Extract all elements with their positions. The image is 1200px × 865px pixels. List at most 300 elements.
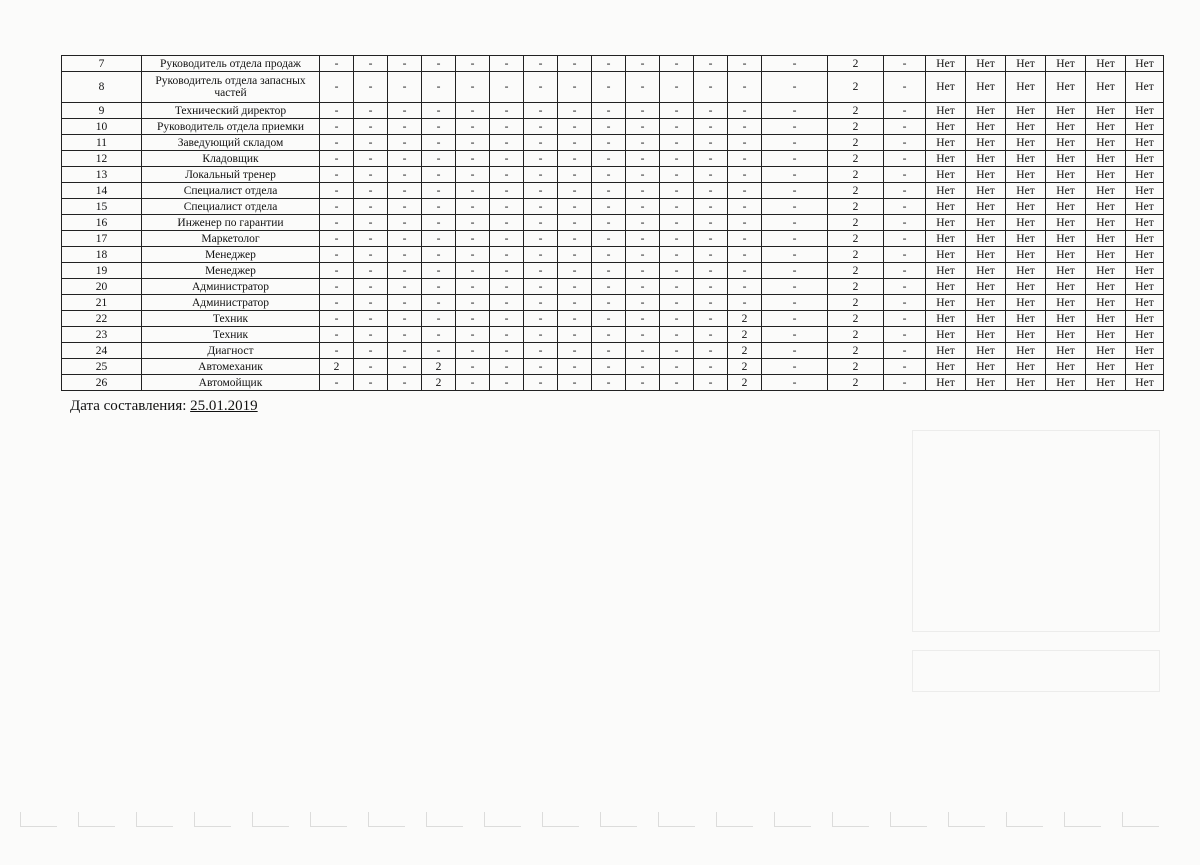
answer-cell: Нет <box>1006 327 1046 343</box>
value-cell: - <box>388 119 422 135</box>
answer-cell: Нет <box>966 56 1006 72</box>
value-cell: 2 <box>828 359 884 375</box>
answer-cell: Нет <box>966 375 1006 391</box>
value-cell: - <box>422 215 456 231</box>
value-cell: - <box>524 375 558 391</box>
value-cell: - <box>626 215 660 231</box>
value-cell: - <box>660 311 694 327</box>
value-cell: - <box>388 311 422 327</box>
value-cell: - <box>558 359 592 375</box>
value-cell: 2 <box>828 343 884 359</box>
value-cell: - <box>884 135 926 151</box>
value-cell: - <box>884 215 926 231</box>
value-cell: - <box>884 56 926 72</box>
answer-cell: Нет <box>1006 103 1046 119</box>
edge-mark <box>426 812 463 827</box>
position-cell: Заведующий складом <box>142 135 320 151</box>
value-cell: - <box>388 135 422 151</box>
value-cell: - <box>694 199 728 215</box>
value-cell: - <box>490 72 524 103</box>
value-cell: - <box>456 72 490 103</box>
answer-cell: Нет <box>1086 311 1126 327</box>
edge-mark <box>368 812 405 827</box>
value-cell: - <box>558 56 592 72</box>
answer-cell: Нет <box>1086 343 1126 359</box>
table-row <box>62 56 1164 72</box>
value-cell: - <box>626 263 660 279</box>
answer-cell: Нет <box>1126 199 1164 215</box>
row-number-cell: 16 <box>62 215 142 231</box>
value-cell: 2 <box>828 263 884 279</box>
value-cell: - <box>456 103 490 119</box>
answer-cell: Нет <box>926 231 966 247</box>
value-cell: - <box>626 56 660 72</box>
value-cell: - <box>660 327 694 343</box>
answer-cell: Нет <box>926 167 966 183</box>
answer-cell: Нет <box>926 343 966 359</box>
value-cell: - <box>320 279 354 295</box>
value-cell: - <box>660 343 694 359</box>
answer-cell: Нет <box>1126 135 1164 151</box>
answer-cell: Нет <box>926 135 966 151</box>
value-cell: 2 <box>828 311 884 327</box>
value-cell: - <box>354 279 388 295</box>
answer-cell: Нет <box>1086 359 1126 375</box>
position-cell: Кладовщик <box>142 151 320 167</box>
table-row <box>62 263 1164 279</box>
value-cell: - <box>524 311 558 327</box>
answer-cell: Нет <box>1006 119 1046 135</box>
edge-mark <box>484 812 521 827</box>
value-cell: - <box>320 199 354 215</box>
answer-cell: Нет <box>1126 247 1164 263</box>
value-cell: - <box>592 167 626 183</box>
value-cell: - <box>456 295 490 311</box>
answer-cell: Нет <box>1086 327 1126 343</box>
value-cell: 2 <box>728 343 762 359</box>
value-cell: - <box>490 183 524 199</box>
answer-cell: Нет <box>1086 199 1126 215</box>
value-cell: - <box>626 167 660 183</box>
value-cell: - <box>626 199 660 215</box>
answer-cell: Нет <box>1126 343 1164 359</box>
answer-cell: Нет <box>1006 167 1046 183</box>
value-cell: - <box>388 343 422 359</box>
value-cell: 2 <box>828 279 884 295</box>
answer-cell: Нет <box>1126 327 1164 343</box>
answer-cell: Нет <box>1046 199 1086 215</box>
value-cell: - <box>490 327 524 343</box>
answer-cell: Нет <box>1046 231 1086 247</box>
answer-cell: Нет <box>1126 215 1164 231</box>
value-cell: - <box>354 56 388 72</box>
value-cell: 2 <box>828 295 884 311</box>
value-cell: - <box>354 103 388 119</box>
value-cell: - <box>354 263 388 279</box>
value-cell: - <box>456 56 490 72</box>
answer-cell: Нет <box>926 279 966 295</box>
answer-cell: Нет <box>1046 375 1086 391</box>
answer-cell: Нет <box>926 263 966 279</box>
value-cell: - <box>524 119 558 135</box>
answer-cell: Нет <box>1086 295 1126 311</box>
answer-cell: Нет <box>1126 151 1164 167</box>
answer-cell: Нет <box>1046 343 1086 359</box>
value-cell: - <box>422 103 456 119</box>
row-number-cell: 25 <box>62 359 142 375</box>
value-cell: - <box>660 183 694 199</box>
position-cell: Специалист отдела <box>142 199 320 215</box>
value-cell: - <box>728 103 762 119</box>
table-row <box>62 215 1164 231</box>
value-cell: - <box>884 311 926 327</box>
edge-mark <box>774 812 811 827</box>
position-cell: Администратор <box>142 295 320 311</box>
value-cell: 2 <box>728 311 762 327</box>
value-cell: - <box>456 375 490 391</box>
table-row <box>62 151 1164 167</box>
value-cell: - <box>626 103 660 119</box>
value-cell: - <box>524 56 558 72</box>
value-cell: - <box>694 56 728 72</box>
value-cell: - <box>388 56 422 72</box>
row-number-cell: 7 <box>62 56 142 72</box>
value-cell: - <box>456 167 490 183</box>
value-cell: 2 <box>828 199 884 215</box>
answer-cell: Нет <box>966 343 1006 359</box>
edge-mark <box>78 812 115 827</box>
answer-cell: Нет <box>1086 151 1126 167</box>
answer-cell: Нет <box>1046 263 1086 279</box>
answer-cell: Нет <box>926 375 966 391</box>
answer-cell: Нет <box>1126 311 1164 327</box>
table-row <box>62 359 1164 375</box>
value-cell: - <box>762 215 828 231</box>
answer-cell: Нет <box>1086 135 1126 151</box>
value-cell: - <box>660 199 694 215</box>
value-cell: - <box>524 135 558 151</box>
answer-cell: Нет <box>1126 375 1164 391</box>
table-body <box>62 56 1164 391</box>
value-cell: - <box>884 359 926 375</box>
answer-cell: Нет <box>1126 56 1164 72</box>
answer-cell: Нет <box>1086 263 1126 279</box>
answer-cell: Нет <box>1126 359 1164 375</box>
value-cell: - <box>490 359 524 375</box>
value-cell: - <box>490 56 524 72</box>
value-cell: - <box>592 183 626 199</box>
position-cell: Руководитель отдела запасных частей <box>142 72 320 103</box>
value-cell: - <box>762 343 828 359</box>
value-cell: - <box>626 295 660 311</box>
edge-mark <box>658 812 695 827</box>
value-cell: 2 <box>728 327 762 343</box>
value-cell: - <box>490 247 524 263</box>
value-cell: - <box>422 311 456 327</box>
value-cell: - <box>422 183 456 199</box>
value-cell: 2 <box>828 167 884 183</box>
value-cell: 2 <box>828 375 884 391</box>
value-cell: - <box>388 263 422 279</box>
value-cell: - <box>558 151 592 167</box>
value-cell: - <box>456 135 490 151</box>
value-cell: - <box>456 119 490 135</box>
position-cell: Менеджер <box>142 247 320 263</box>
value-cell: - <box>762 72 828 103</box>
answer-cell: Нет <box>1006 375 1046 391</box>
answer-cell: Нет <box>1086 56 1126 72</box>
value-cell: - <box>694 327 728 343</box>
value-cell: - <box>626 231 660 247</box>
value-cell: 2 <box>828 247 884 263</box>
answer-cell: Нет <box>1126 279 1164 295</box>
value-cell: - <box>592 72 626 103</box>
value-cell: - <box>728 151 762 167</box>
position-cell: Специалист отдела <box>142 183 320 199</box>
answer-cell: Нет <box>1046 247 1086 263</box>
answer-cell: Нет <box>1046 279 1086 295</box>
value-cell: - <box>558 72 592 103</box>
value-cell: - <box>320 167 354 183</box>
value-cell: - <box>694 103 728 119</box>
value-cell: - <box>422 231 456 247</box>
answer-cell: Нет <box>966 72 1006 103</box>
value-cell: - <box>626 311 660 327</box>
value-cell: - <box>660 135 694 151</box>
value-cell: - <box>320 263 354 279</box>
answer-cell: Нет <box>926 151 966 167</box>
answer-cell: Нет <box>1086 375 1126 391</box>
value-cell: - <box>694 359 728 375</box>
answer-cell: Нет <box>966 279 1006 295</box>
edge-mark <box>600 812 637 827</box>
edge-mark <box>252 812 289 827</box>
answer-cell: Нет <box>1126 295 1164 311</box>
value-cell: - <box>524 247 558 263</box>
date-value: 25.01.2019 <box>190 398 258 414</box>
value-cell: - <box>728 167 762 183</box>
value-cell: - <box>422 151 456 167</box>
value-cell: - <box>728 295 762 311</box>
value-cell: - <box>728 215 762 231</box>
value-cell: - <box>524 72 558 103</box>
value-cell: - <box>558 279 592 295</box>
answer-cell: Нет <box>926 72 966 103</box>
table-row <box>62 231 1164 247</box>
value-cell: - <box>490 295 524 311</box>
value-cell: - <box>388 231 422 247</box>
value-cell: 2 <box>828 103 884 119</box>
value-cell: - <box>728 263 762 279</box>
position-cell: Инженер по гарантии <box>142 215 320 231</box>
value-cell: - <box>524 215 558 231</box>
value-cell: 2 <box>320 359 354 375</box>
value-cell: - <box>490 343 524 359</box>
value-cell: - <box>422 135 456 151</box>
value-cell: - <box>354 359 388 375</box>
position-cell: Техник <box>142 327 320 343</box>
value-cell: - <box>592 359 626 375</box>
value-cell: - <box>422 56 456 72</box>
value-cell: - <box>354 135 388 151</box>
value-cell: - <box>354 327 388 343</box>
answer-cell: Нет <box>966 231 1006 247</box>
table-row <box>62 327 1164 343</box>
answer-cell: Нет <box>926 119 966 135</box>
value-cell: - <box>728 279 762 295</box>
row-number-cell: 18 <box>62 247 142 263</box>
value-cell: - <box>490 263 524 279</box>
value-cell: - <box>762 247 828 263</box>
value-cell: - <box>422 279 456 295</box>
value-cell: - <box>592 199 626 215</box>
answer-cell: Нет <box>1046 167 1086 183</box>
answer-cell: Нет <box>1006 311 1046 327</box>
answer-cell: Нет <box>1006 279 1046 295</box>
value-cell: - <box>388 247 422 263</box>
value-cell: - <box>422 199 456 215</box>
row-number-cell: 26 <box>62 375 142 391</box>
answer-cell: Нет <box>1086 247 1126 263</box>
value-cell: 2 <box>422 359 456 375</box>
table-row <box>62 247 1164 263</box>
answer-cell: Нет <box>966 151 1006 167</box>
value-cell: - <box>762 327 828 343</box>
edge-mark <box>890 812 927 827</box>
value-cell: - <box>694 295 728 311</box>
bleed-through-box <box>912 430 1160 632</box>
value-cell: - <box>320 183 354 199</box>
value-cell: - <box>660 103 694 119</box>
value-cell: - <box>388 199 422 215</box>
value-cell: - <box>558 135 592 151</box>
answer-cell: Нет <box>1006 151 1046 167</box>
value-cell: - <box>762 151 828 167</box>
value-cell: - <box>524 343 558 359</box>
value-cell: - <box>456 311 490 327</box>
value-cell: - <box>762 199 828 215</box>
value-cell: - <box>490 231 524 247</box>
value-cell: - <box>660 231 694 247</box>
value-cell: - <box>694 151 728 167</box>
position-cell: Администратор <box>142 279 320 295</box>
value-cell: - <box>660 72 694 103</box>
answer-cell: Нет <box>926 103 966 119</box>
value-cell: - <box>728 231 762 247</box>
value-cell: - <box>524 231 558 247</box>
answer-cell: Нет <box>1046 119 1086 135</box>
value-cell: - <box>660 263 694 279</box>
answer-cell: Нет <box>926 215 966 231</box>
position-cell: Технический директор <box>142 103 320 119</box>
row-number-cell: 17 <box>62 231 142 247</box>
answer-cell: Нет <box>1006 72 1046 103</box>
value-cell: - <box>456 151 490 167</box>
value-cell: - <box>388 327 422 343</box>
value-cell: - <box>388 279 422 295</box>
value-cell: - <box>762 119 828 135</box>
value-cell: - <box>884 279 926 295</box>
value-cell: - <box>592 375 626 391</box>
value-cell: - <box>884 231 926 247</box>
table-row <box>62 103 1164 119</box>
value-cell: - <box>592 151 626 167</box>
value-cell: - <box>320 151 354 167</box>
answer-cell: Нет <box>926 295 966 311</box>
value-cell: 2 <box>728 375 762 391</box>
value-cell: - <box>762 103 828 119</box>
answer-cell: Нет <box>1126 183 1164 199</box>
answer-cell: Нет <box>1046 135 1086 151</box>
value-cell: 2 <box>728 359 762 375</box>
value-cell: - <box>422 343 456 359</box>
table-row <box>62 311 1164 327</box>
value-cell: - <box>422 167 456 183</box>
answer-cell: Нет <box>1126 119 1164 135</box>
row-number-cell: 12 <box>62 151 142 167</box>
value-cell: - <box>626 183 660 199</box>
answer-cell: Нет <box>966 215 1006 231</box>
answer-cell: Нет <box>1126 103 1164 119</box>
value-cell: - <box>354 199 388 215</box>
value-cell: - <box>558 295 592 311</box>
value-cell: - <box>728 247 762 263</box>
answer-cell: Нет <box>1046 183 1086 199</box>
answer-cell: Нет <box>1086 183 1126 199</box>
answer-cell: Нет <box>966 167 1006 183</box>
value-cell: - <box>320 56 354 72</box>
value-cell: - <box>762 263 828 279</box>
answer-cell: Нет <box>1006 56 1046 72</box>
edge-mark <box>1064 812 1101 827</box>
value-cell: - <box>884 151 926 167</box>
value-cell: - <box>320 119 354 135</box>
answer-cell: Нет <box>966 311 1006 327</box>
answer-cell: Нет <box>926 247 966 263</box>
value-cell: - <box>422 247 456 263</box>
value-cell: - <box>524 279 558 295</box>
value-cell: - <box>694 375 728 391</box>
value-cell: - <box>490 279 524 295</box>
value-cell: - <box>524 327 558 343</box>
value-cell: - <box>320 343 354 359</box>
value-cell: - <box>660 247 694 263</box>
value-cell: - <box>660 359 694 375</box>
value-cell: - <box>762 359 828 375</box>
value-cell: - <box>762 56 828 72</box>
answer-cell: Нет <box>1126 231 1164 247</box>
row-number-cell: 24 <box>62 343 142 359</box>
answer-cell: Нет <box>1046 72 1086 103</box>
value-cell: - <box>558 103 592 119</box>
answer-cell: Нет <box>966 247 1006 263</box>
value-cell: - <box>884 295 926 311</box>
value-cell: - <box>694 279 728 295</box>
value-cell: - <box>884 263 926 279</box>
value-cell: - <box>592 295 626 311</box>
value-cell: - <box>490 199 524 215</box>
value-cell: - <box>320 103 354 119</box>
assessment-table <box>61 55 1164 391</box>
table-row <box>62 135 1164 151</box>
value-cell: - <box>456 231 490 247</box>
value-cell: - <box>694 135 728 151</box>
value-cell: - <box>694 263 728 279</box>
edge-mark <box>194 812 231 827</box>
answer-cell: Нет <box>966 359 1006 375</box>
position-cell: Локальный тренер <box>142 167 320 183</box>
value-cell: - <box>592 135 626 151</box>
